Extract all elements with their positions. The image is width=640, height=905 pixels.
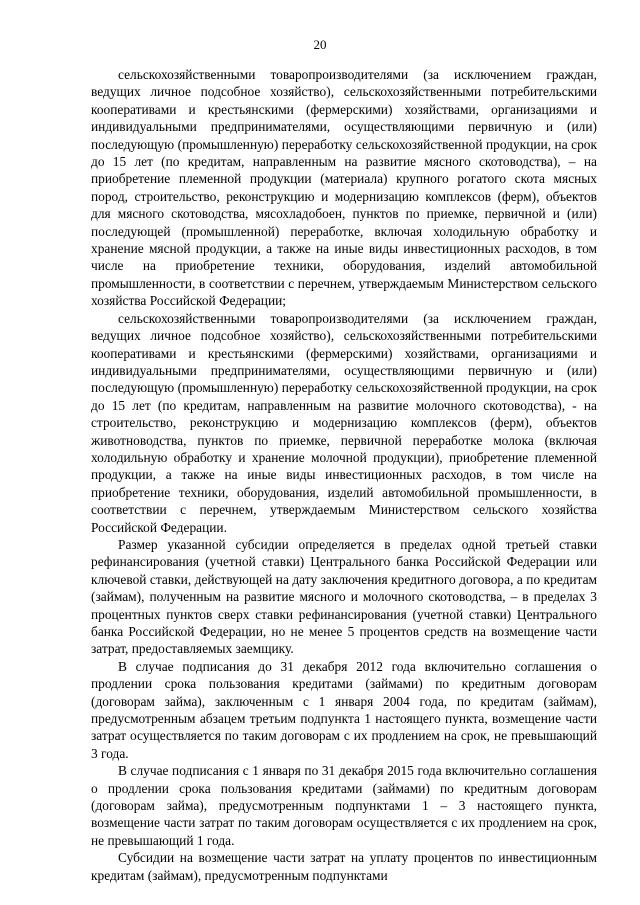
paragraph-meat-cattle-loans: сельскохозяйственными товаропроизводителями (за исключением граждан, ведущих личное подсобное хозяйство), сельскохозяйственными потребительскими кооперативами и крестьянскими (фермерскими) хозяйствами, организациями и индивидуальными предпринимателями, осуществляющими первичную и (или) последующую (промышленную) переработку сельскохозяйственной продукции, на срок до 15 лет (по кредитам, направленным на развитие мясного скотоводства), – на приобретение племенной продукции (материала) крупного рогатого скота мясных пород, строительство, реконструкцию и модернизацию комплексов (ферм), объектов для мясного скотоводства, мясохладобоен, пунктов по приемке, первичной и (или) последующей (промышленной) переработке, включая холодильную обработку и хранение мясной продукции, а также на иные виды инвестиционных расходов, в том числе на приобретение техники, оборудования, изделий автомобильной промышленности, в соответствии с перечнем, утверждаемым Министерством сельского хозяйства Российской Федерации; bbox=[91, 67, 597, 309]
paragraph-dairy-cattle-loans: сельскохозяйственными товаропроизводителями (за исключением граждан, ведущих личное подсобное хозяйство), сельскохозяйственными потребительскими кооперативами и крестьянскими (фермерскими) хозяйствами, организациями и индивидуальными предпринимателями, осуществляющими первичную и (или) последующую (промышленную) переработку сельскохозяйственной продукции, на срок до 15 лет (по кредитам, направленным на развитие молочного скотоводства), - на строительство, реконструкцию и модернизацию комплексов (ферм), объектов животноводства, пунктов по приемке, первичной переработке молока (включая холодильную обработку и хранение молочной продукции), приобретение племенной продукции, а также на иные виды инвестиционных расходов, в том числе на приобретение техники, оборудования, изделий автомобильной промышленности, в соответствии с перечнем, утверждаемым Министерством сельского хозяйства Российской Федерации. bbox=[91, 310, 597, 535]
paragraph-subsidies-interest: Субсидии на возмещение части затрат на уплату процентов по инвестиционным кредитам (займам), предусмотренным подпунктами bbox=[91, 850, 597, 883]
paragraph-extension-2015: В случае подписания с 1 января по 31 декабря 2015 года включительно соглашения о продлении срока пользования кредитами (займами) по кредитным договорам (договорам займа), предусмотренным подпунктами 1 – 3 настоящего пункта, возмещение части затрат по таким договорам осуществляется с их продлением на срок, не превышающий 1 года. bbox=[91, 763, 597, 848]
paragraph-subsidy-size: Размер указанной субсидии определяется в пределах одной третьей ставки рефинансирования (учетной ставки) Центрального банка Российской Федерации или ключевой ставки, действующей на дату заключения кредитного договора, а по кредитам (займам), полученным на развитие мясного и молочного скотоводства, – в пределах 3 процентных пунктов сверх ставки рефинансирования (учетной ставки) Центрального банка Российской Федерации, но не менее 5 процентов средств на возмещение части затрат, предоставляемых заемщику. bbox=[91, 536, 597, 657]
paragraph-extension-2012: В случае подписания до 31 декабря 2012 года включительно соглашения о продлении срока пользования кредитами (займами) по кредитным договорам (договорам займа), заключенным с 1 января 2004 года, по кредитам (займам), предусмотренным абзацем третьим подпункта 1 настоящего пункта, возмещение части затрат осуществляется по таким договорам с их продлением на срок, не превышающий 3 года. bbox=[91, 658, 597, 761]
document-body bbox=[91, 66, 597, 884]
page-number: 20 bbox=[313, 37, 327, 52]
